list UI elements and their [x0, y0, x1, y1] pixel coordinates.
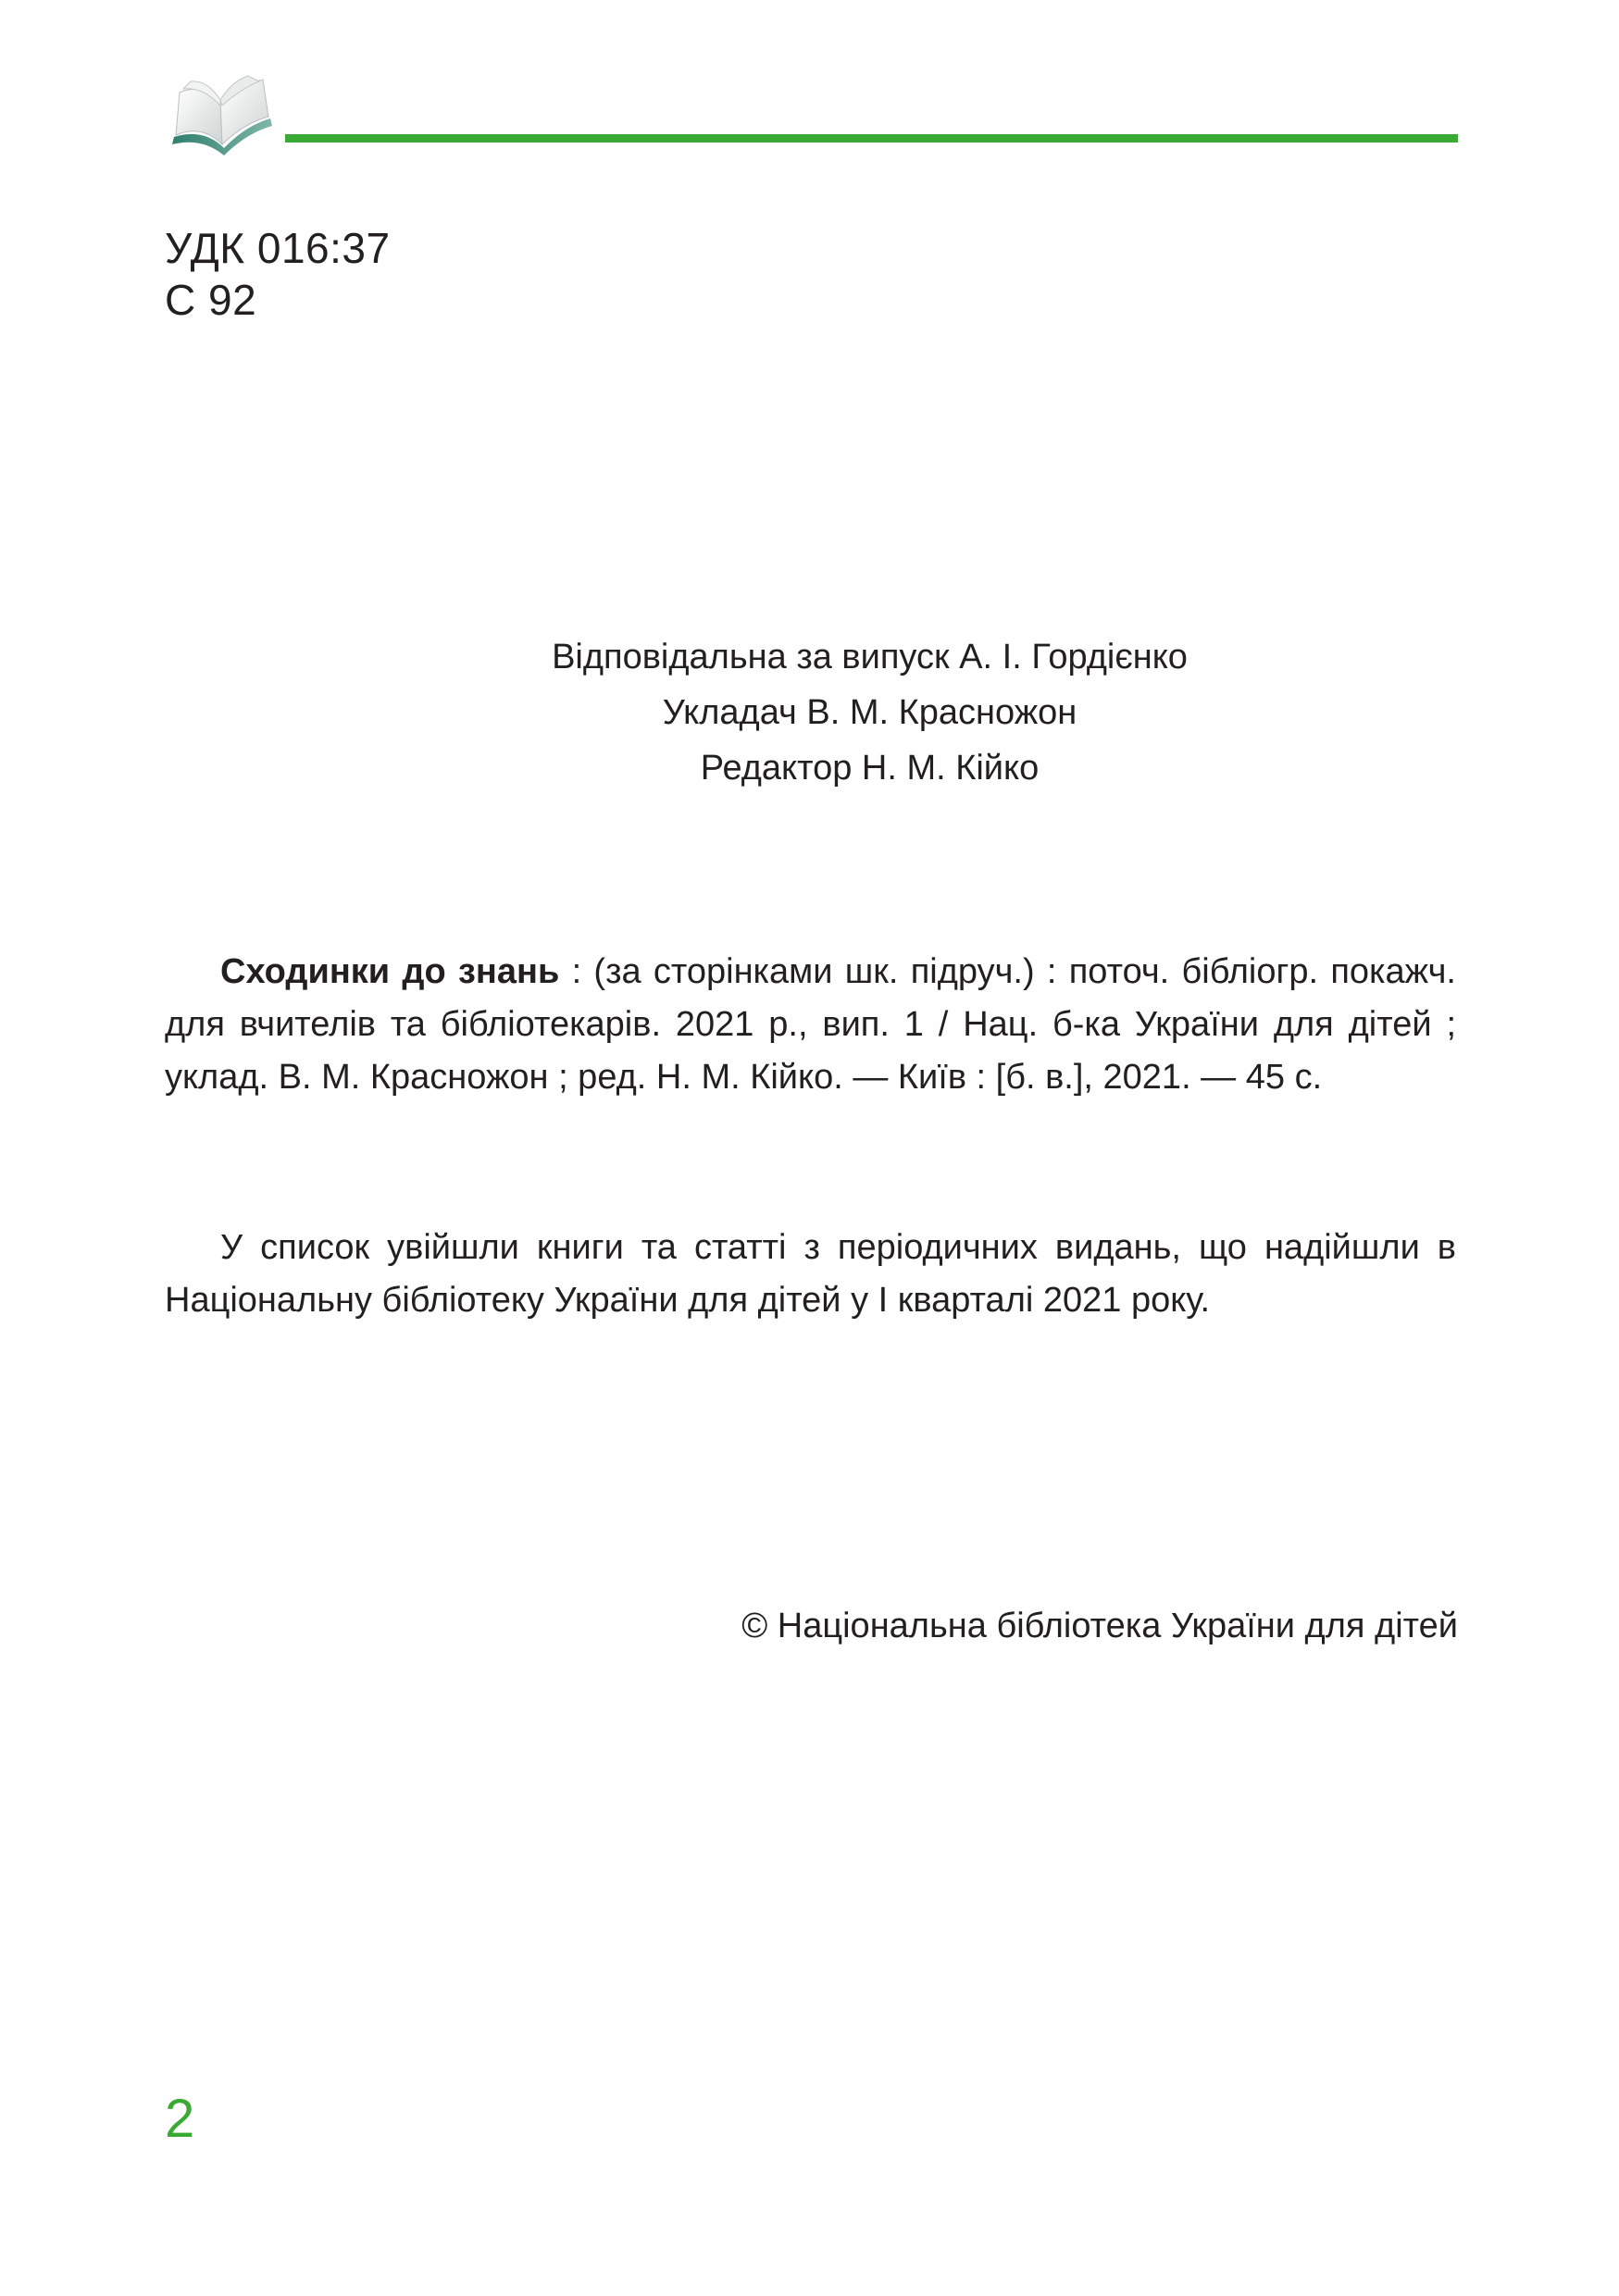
- responsible-person: Відповідальна за випуск А. І. Гордієнко: [552, 638, 1188, 676]
- bibliographic-description: : (за сторінками шк. підруч.) : поточ. бібліогр. покажч. для вчителів та бібліотекарів. 2021 р., вип. 1 / Нац. б-ка України для дітей ; уклад. В. М. Красножон ; ред. Н. М. Кійко. — Київ : [б. в.], 2021. — 45 с.: [165, 952, 1456, 1097]
- udk-code: УДК 016:37: [165, 224, 391, 272]
- open-book-icon: [167, 72, 278, 165]
- annotation: У список увійшли книги та статті з періодичних видань, що надійшли в Національну бібліотеку України для дітей у І кварталі 2021 року.: [165, 1228, 1456, 1320]
- publication-title: Сходинки до знань: [220, 952, 560, 991]
- compiler: Укладач В. М. Красножон: [662, 693, 1077, 732]
- classification-block: [165, 222, 391, 326]
- bibliographic-record: [165, 946, 1456, 1104]
- credits-block: [0, 629, 1619, 796]
- page-number: 2: [165, 2089, 195, 2149]
- copyright-notice: © Національна бібліотека України для дітей: [741, 1607, 1458, 1645]
- author-mark: С 92: [165, 276, 257, 324]
- header-rule: [285, 134, 1458, 143]
- editor: Редактор Н. М. Кійко: [700, 749, 1040, 788]
